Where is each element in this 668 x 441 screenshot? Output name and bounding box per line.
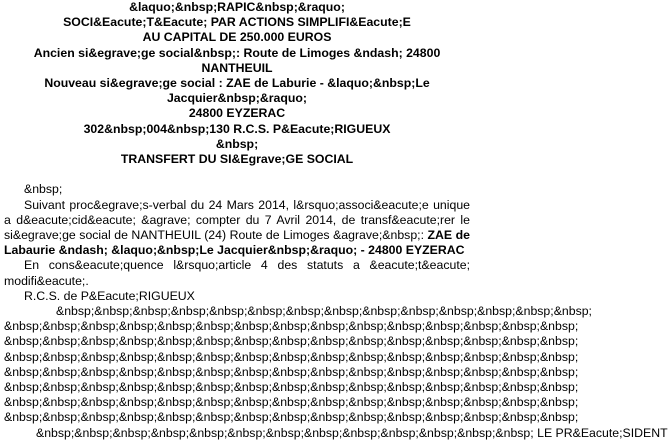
new-seat-place: Jacquier&nbsp;&raquo; bbox=[166, 91, 308, 106]
new-seat-town: 24800 EYZERAC bbox=[188, 106, 286, 121]
former-seat: Ancien si&egrave;ge social&nbsp;: Route de Limoges &ndash; 24800 bbox=[33, 45, 441, 60]
new-seat: Nouveau si&egrave;ge social : ZAE de Laburie - &laquo;&nbsp;Le bbox=[44, 76, 430, 91]
filler-line: &nbsp;&nbsp;&nbsp;&nbsp;&nbsp;&nbsp;&nbsp;&nbsp;&nbsp;&nbsp;&nbsp;&nbsp;&nbsp;&nbsp;&nbsp; bbox=[4, 349, 579, 364]
nbsp-line: &nbsp; bbox=[24, 182, 63, 197]
statutes-paragraph: En cons&eacute;quence l&rsquo;article 4 des statuts a &eacute;t&eacute; modifi&eacute;. bbox=[4, 258, 470, 288]
filler-line: &nbsp;&nbsp;&nbsp;&nbsp;&nbsp;&nbsp;&nbsp;&nbsp;&nbsp;&nbsp;&nbsp;&nbsp;&nbsp;&nbsp;&nbsp; bbox=[4, 395, 579, 410]
rcs-number: 302&nbsp;004&nbsp;130 R.C.S. P&Eacute;RIGUEUX bbox=[83, 121, 391, 136]
filler-line: &nbsp;&nbsp;&nbsp;&nbsp;&nbsp;&nbsp;&nbsp;&nbsp;&nbsp;&nbsp;&nbsp;&nbsp;&nbsp;&nbsp;&nbsp; bbox=[4, 410, 579, 425]
header-spacer: &nbsp; bbox=[215, 136, 259, 151]
former-seat-town: NANTHEUIL bbox=[201, 60, 273, 75]
filler-line: &nbsp;&nbsp;&nbsp;&nbsp;&nbsp;&nbsp;&nbsp;&nbsp;&nbsp;&nbsp;&nbsp;&nbsp;&nbsp;&nbsp;&nbsp; bbox=[4, 319, 579, 334]
new-seat-address: ZAE de Labaurie &ndash; &laquo;&nbsp;Le Jacquier&nbsp;&raquo; - 24800 EYZERAC bbox=[4, 228, 470, 258]
notice-header bbox=[4, 0, 470, 167]
filler-line: &nbsp;&nbsp;&nbsp;&nbsp;&nbsp;&nbsp;&nbsp;&nbsp;&nbsp;&nbsp;&nbsp;&nbsp;&nbsp;&nbsp; bbox=[56, 304, 592, 319]
decision-text: Suivant proc&egrave;s-verbal du 24 Mars 2014, l&rsquo;associ&eacute;e unique a d&eacute;cid&eacute; &agrave; compter du 7 Avril 2014, de transf&eacute;rer le si&egrave;ge social de NANTHEUIL (24) Route de Limoges &agrave;&nbsp;: bbox=[4, 197, 470, 243]
company-name: &laquo;&nbsp;RAPIC&nbsp;&raquo; bbox=[129, 0, 345, 14]
company-form: SOCI&Eacute;T&Eacute; PAR ACTIONS SIMPLIFI&Eacute;E bbox=[63, 15, 411, 30]
notice-title: TRANSFERT DU SI&Egrave;GE SOCIAL bbox=[120, 152, 354, 167]
filler-line: &nbsp;&nbsp;&nbsp;&nbsp;&nbsp;&nbsp;&nbsp;&nbsp;&nbsp;&nbsp;&nbsp;&nbsp;&nbsp;&nbsp;&nbsp; bbox=[4, 334, 579, 349]
filler-line: &nbsp;&nbsp;&nbsp;&nbsp;&nbsp;&nbsp;&nbsp;&nbsp;&nbsp;&nbsp;&nbsp;&nbsp;&nbsp;&nbsp;&nbsp; bbox=[4, 380, 579, 395]
share-capital: AU CAPITAL DE 250.000 EUROS bbox=[142, 30, 332, 45]
signature: &nbsp;&nbsp;&nbsp;&nbsp;&nbsp;&nbsp;&nbsp;&nbsp;&nbsp;&nbsp;&nbsp;&nbsp;&nbsp; LE PR&Eacute;SIDENT bbox=[36, 425, 668, 440]
decision-paragraph bbox=[4, 198, 470, 259]
rcs-registry: R.C.S. de P&Eacute;RIGUEUX bbox=[24, 288, 195, 303]
spacer bbox=[4, 167, 470, 182]
filler-line: &nbsp;&nbsp;&nbsp;&nbsp;&nbsp;&nbsp;&nbsp;&nbsp;&nbsp;&nbsp;&nbsp;&nbsp;&nbsp;&nbsp;&nbsp; bbox=[4, 364, 579, 379]
